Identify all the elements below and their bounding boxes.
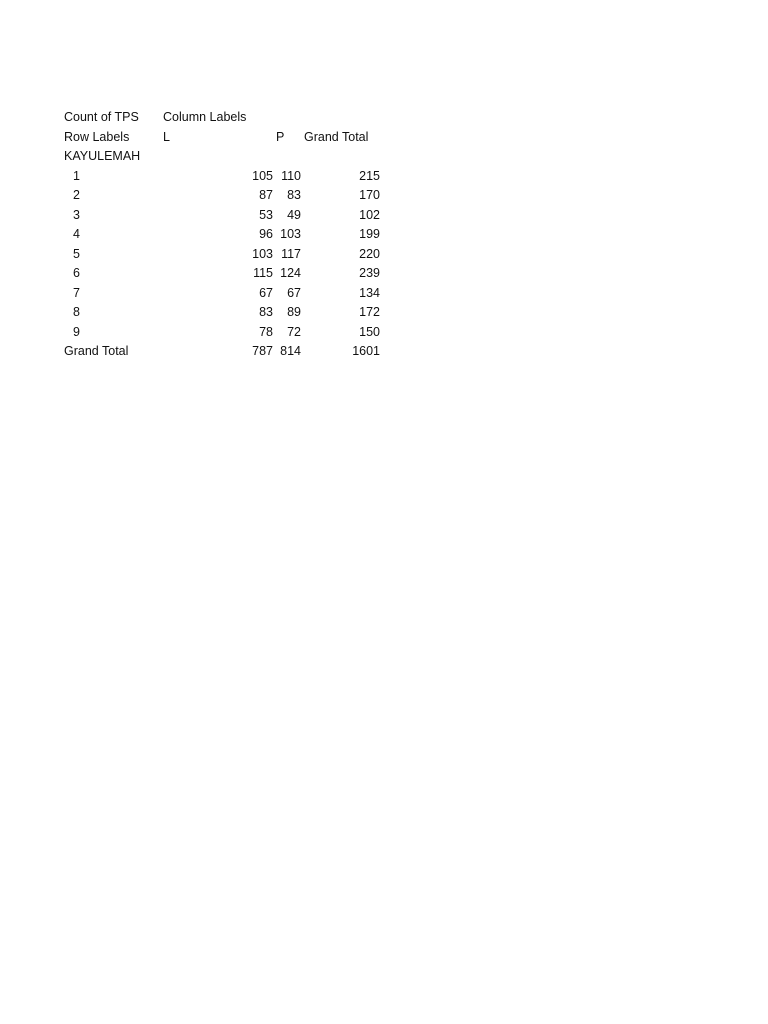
- column-header-P: P: [276, 129, 285, 144]
- cell-P: 89: [287, 305, 301, 319]
- row-label: 9: [73, 324, 80, 339]
- row-label: 5: [73, 246, 80, 261]
- cell-grand-total: 102: [359, 207, 380, 222]
- grand-total-label: Grand Total: [64, 344, 129, 358]
- cell-L: 115: [253, 266, 273, 280]
- cell-grand-total: 150: [359, 324, 380, 339]
- cell-L: 83: [259, 305, 273, 319]
- cell-grand-total: 199: [359, 227, 380, 241]
- cell-P: 72: [287, 324, 301, 339]
- cell-grand-total: 134: [359, 285, 380, 300]
- row-label: 4: [73, 227, 80, 241]
- table-row: [64, 264, 394, 284]
- group-row: [64, 147, 394, 167]
- cell-grand-total: 220: [359, 246, 380, 261]
- table-row: [64, 186, 394, 206]
- row-label: 2: [73, 188, 80, 202]
- row-label: 8: [73, 305, 80, 319]
- pivot-table: [64, 108, 394, 362]
- cell-L: 87: [259, 188, 273, 202]
- cell-P: 83: [287, 188, 301, 202]
- pivot-header-row-2: [64, 128, 394, 148]
- table-row: [64, 167, 394, 187]
- cell-grand-total: 170: [359, 188, 380, 202]
- group-label: KAYULEMAH: [64, 149, 141, 163]
- row-label: 7: [73, 285, 80, 300]
- column-header-grand-total: Grand Total: [304, 129, 369, 144]
- cell-grand-total: 172: [359, 305, 380, 319]
- row-label: 6: [73, 266, 80, 280]
- value-field-label: Count of TPS: [64, 110, 139, 124]
- row-labels-header: Row Labels: [64, 129, 130, 144]
- cell-L: 67: [259, 285, 273, 300]
- cell-P: 110: [281, 168, 301, 183]
- cell-L: 103: [252, 246, 273, 261]
- cell-L: 78: [259, 324, 273, 339]
- cell-P: 117: [281, 246, 301, 261]
- row-label: 1: [73, 168, 80, 183]
- table-row: [64, 225, 394, 245]
- cell-P: 67: [287, 285, 301, 300]
- cell-P: 49: [287, 207, 301, 222]
- row-label: 3: [73, 207, 80, 222]
- cell-P: 103: [280, 227, 301, 241]
- grand-total-P: 814: [280, 344, 301, 358]
- cell-L: 96: [259, 227, 273, 241]
- table-row: [64, 323, 394, 343]
- cell-P: 124: [280, 266, 301, 280]
- cell-L: 53: [259, 207, 273, 222]
- pivot-header-row-1: [64, 108, 394, 128]
- grand-total-value: 1601: [352, 344, 380, 358]
- table-row: [64, 284, 394, 304]
- grand-total-L: 787: [252, 344, 273, 358]
- cell-L: 105: [252, 168, 273, 183]
- column-labels-header: Column Labels: [163, 110, 247, 124]
- table-row: [64, 245, 394, 265]
- cell-grand-total: 215: [359, 168, 380, 183]
- cell-grand-total: 239: [359, 266, 380, 280]
- table-row: [64, 303, 394, 323]
- grand-total-row: [64, 342, 394, 362]
- table-row: [64, 206, 394, 226]
- column-header-L: L: [163, 129, 170, 144]
